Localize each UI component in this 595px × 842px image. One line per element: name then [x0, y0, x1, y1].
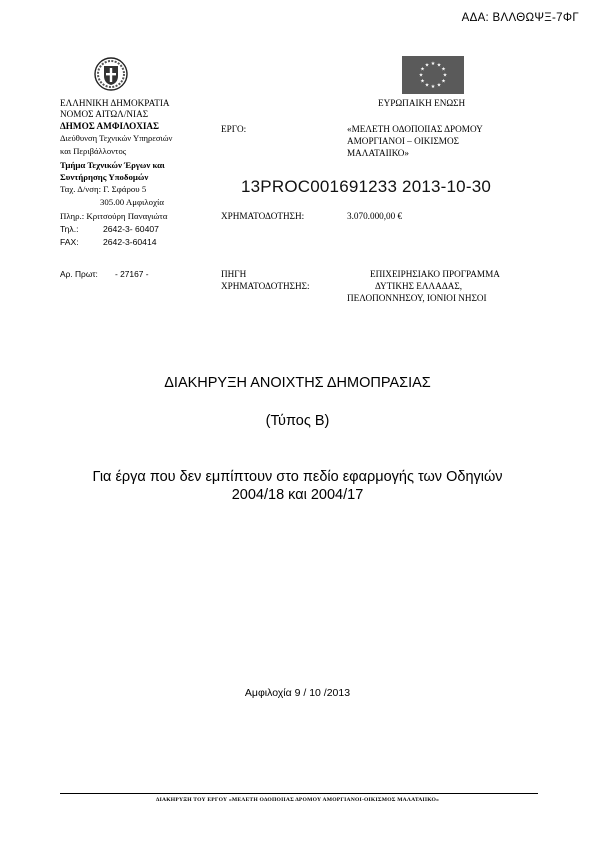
prefecture-name: ΝΟΜΟΣ ΑΙΤΩΛ/ΝΙΑΣ: [60, 109, 149, 119]
fax-label: FAX:: [60, 237, 79, 247]
project-title-line-2: ΑΜΟΡΓΙΑΝΟΙ – ΟΙΚΙΣΜΟΣ: [347, 136, 459, 146]
document-date: Αμφιλοχία 9 / 10 /2013: [244, 687, 351, 699]
greek-emblem-icon: [94, 57, 128, 91]
funding-label: ΧΡΗΜΑΤΟΔΟΤΗΣΗ:: [221, 211, 305, 221]
contact-person: Πληρ.: Κριτσούρη Παναγιώτα: [60, 211, 168, 221]
document-title: ΔΙΑΚΗΡΥΞΗ ΑΝΟΙΧΤΗΣ ΔΗΜΟΠΡΑΣΙΑΣ: [164, 375, 431, 391]
svg-text:★: ★: [418, 72, 424, 79]
funding-source-line-3: ΠΕΛΟΠΟΝΝΗΣΟΥ, ΙΟΝΙΟΙ ΝΗΣΟΙ: [347, 293, 487, 303]
svg-text:★: ★: [441, 66, 446, 73]
svg-text:★: ★: [420, 78, 425, 85]
department-line-2: Συντήρησης Υποδομών: [60, 172, 149, 182]
svg-text:★: ★: [441, 78, 446, 85]
document-description-line-2: 2004/18 και 2004/17: [231, 487, 364, 503]
funding-source-line-1: ΕΠΙΧΕΙΡΗΣΙΑΚΟ ΠΡΟΓΡΑΜΜΑ: [370, 269, 500, 279]
protocol-label: Αρ. Πρωτ:: [60, 269, 98, 279]
directorate-line-1: Διεύθυνση Τεχνικών Υπηρεσιών: [60, 133, 173, 143]
funding-source-label-1: ΠΗΓΗ: [221, 269, 247, 279]
department-line-1: Τμήμα Τεχνικών Έργων και: [60, 160, 165, 170]
directorate-line-2: και Περιβάλλοντος: [60, 146, 127, 156]
project-label: ΕΡΓΟ:: [221, 124, 247, 134]
project-title-line-1: «ΜΕΛΕΤΗ ΟΔΟΠΟΙΙΑΣ ΔΡΟΜΟΥ: [347, 124, 483, 134]
fax-value: 2642-3-60414: [103, 237, 157, 247]
funding-source-line-2: ΔΥΤΙΚΗΣ ΕΛΛΑΔΑΣ,: [375, 281, 463, 291]
svg-text:★: ★: [436, 82, 442, 89]
project-title-line-3: ΜΑΛΑΤΑΙΙΚΟ»: [347, 148, 409, 158]
document-description-line-1: Για έργα που δεν εμπίπτουν στο πεδίο εφαρμογής των Οδηγιών: [92, 469, 503, 485]
funding-amount: 3.070.000,00 €: [347, 211, 403, 221]
funding-source-label-2: ΧΡΗΜΑΤΟΔΟΤΗΣΗΣ:: [221, 281, 310, 291]
eu-flag-icon: [402, 56, 464, 94]
address-line-2: 305.00 Αμφιλοχία: [100, 197, 164, 207]
svg-text:★: ★: [424, 82, 430, 89]
phone-value: 2642-3- 60407: [103, 224, 159, 234]
svg-text:★: ★: [424, 62, 430, 69]
footer-text: ΔΙΑΚΗΡΥΞΗ ΤΟΥ ΕΡΓΟΥ «ΜΕΛΕΤΗ ΟΔΟΠΟΙΙΑΣ ΔΡΟΜΟΥ ΑΜΟΡΓΙΑΝΟΙ-ΟΙΚΙΣΜΟΣ ΜΑΛΑΤΑΙΙΚΟ»: [155, 797, 440, 803]
country-name: ΕΛΛΗΝΙΚΗ ΔΗΜΟΚΡΑΤΙΑ: [60, 98, 170, 108]
svg-text:★: ★: [420, 66, 425, 73]
address-line-1: Ταχ. Δ/νση: Γ. Σφάρου 5: [60, 184, 147, 194]
footer-divider: [60, 793, 538, 794]
protocol-number: - 27167 -: [115, 269, 149, 279]
svg-text:★: ★: [442, 72, 448, 79]
svg-text:★: ★: [430, 61, 436, 67]
ada-code: ΑΔΑ: ΒΛΛΘΩΨΞ-7ΦΓ: [461, 12, 579, 24]
eu-label: ΕΥΡΩΠΑΙΚΗ ΕΝΩΣΗ: [378, 98, 466, 108]
phone-label: Τηλ.:: [60, 224, 79, 234]
protocol-code: 13PROC001691233 2013-10-30: [241, 177, 491, 196]
document-type: (Τύπος Β): [265, 413, 330, 429]
municipality-name: ΔΗΜΟΣ ΑΜΦΙΛΟΧΙΑΣ: [60, 121, 160, 131]
svg-text:★: ★: [436, 62, 442, 69]
svg-text:★: ★: [430, 84, 436, 90]
